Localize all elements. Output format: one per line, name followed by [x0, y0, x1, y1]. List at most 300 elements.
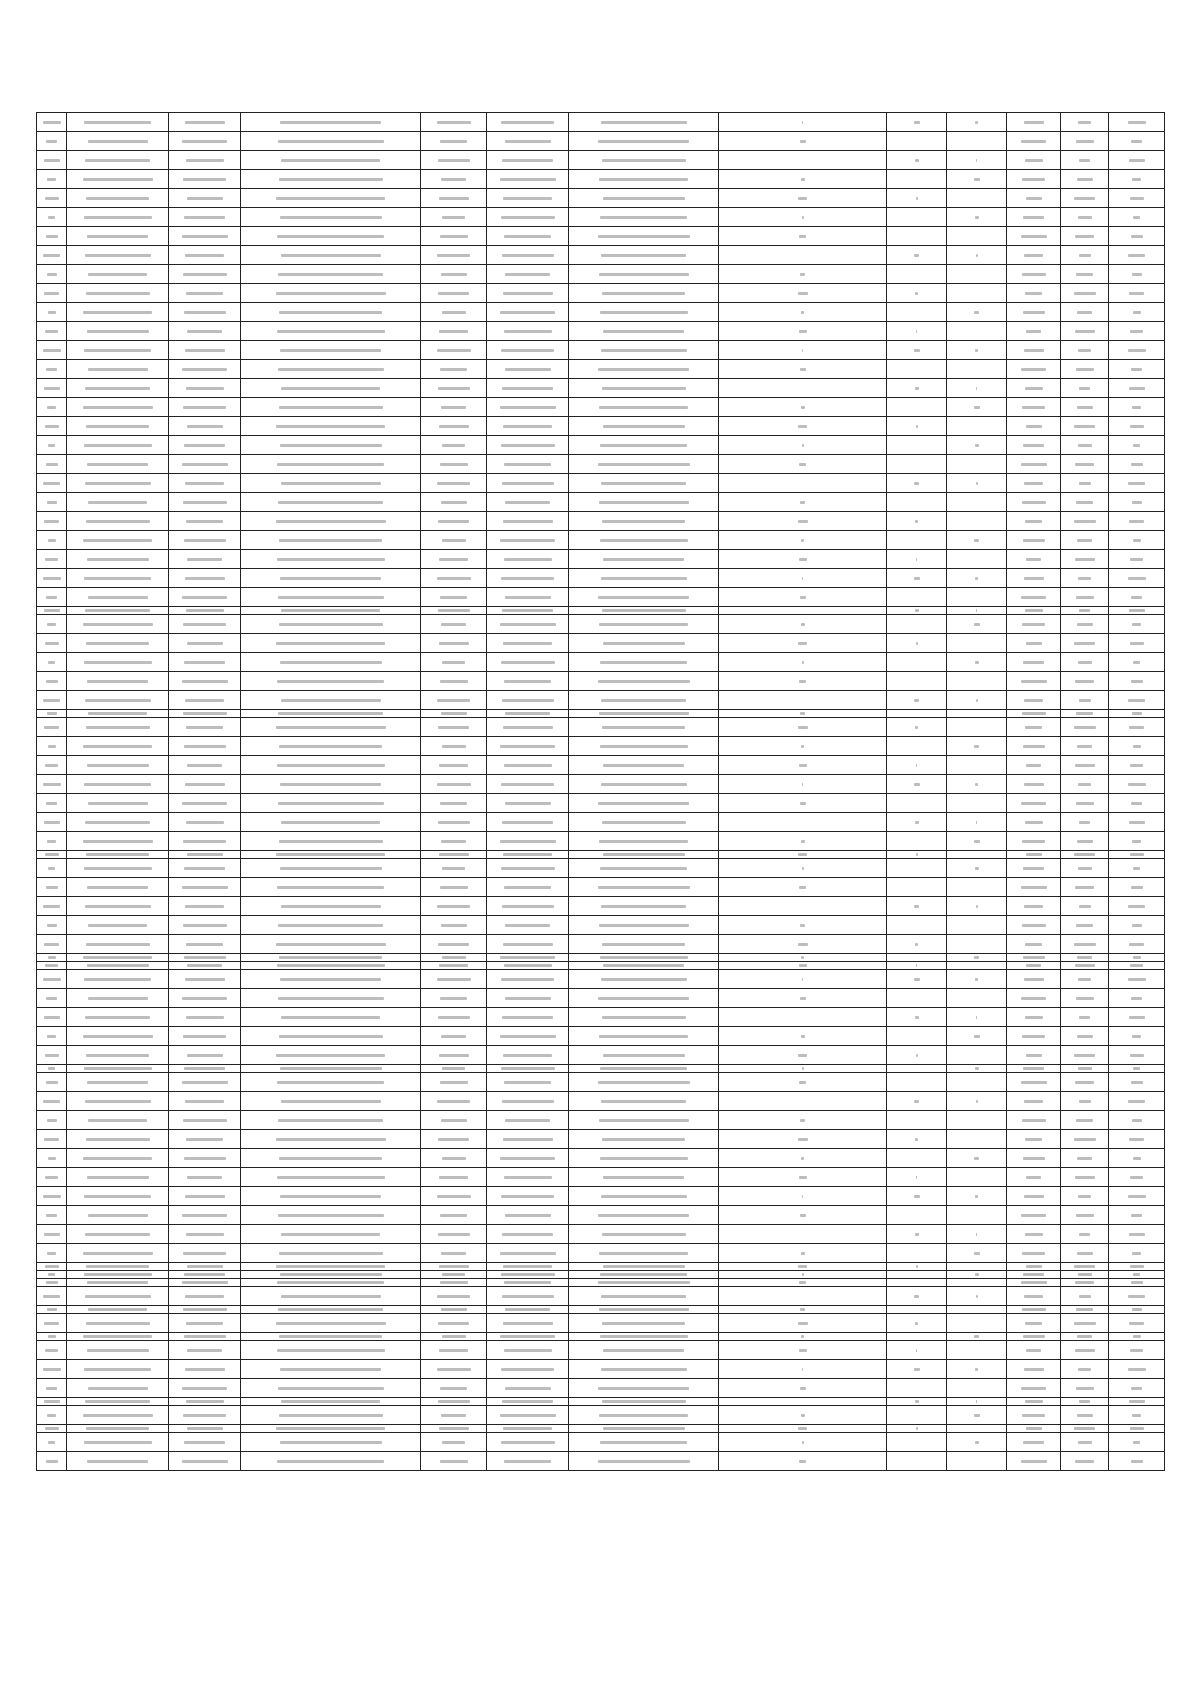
table-cell	[719, 775, 887, 794]
table-cell	[569, 303, 719, 322]
table-cell	[569, 756, 719, 775]
table-cell	[421, 1287, 487, 1306]
illegible-text-placeholder	[598, 1387, 689, 1390]
illegible-text-placeholder	[799, 764, 807, 767]
illegible-text-placeholder	[1026, 853, 1042, 856]
table-cell	[241, 1149, 421, 1168]
table-cell	[1061, 208, 1109, 227]
table-cell	[241, 897, 421, 916]
illegible-text-placeholder	[503, 943, 553, 946]
illegible-text-placeholder	[441, 1119, 467, 1122]
table-cell	[241, 1333, 421, 1341]
table-cell	[887, 1244, 947, 1263]
illegible-text-placeholder	[1079, 1233, 1090, 1236]
table-cell	[1007, 284, 1061, 303]
table-row	[37, 1244, 1165, 1263]
table-cell	[169, 653, 241, 672]
illegible-text-placeholder	[1074, 1427, 1095, 1430]
table-cell	[421, 1065, 487, 1073]
illegible-text-placeholder	[182, 1214, 227, 1217]
table-cell	[569, 989, 719, 1008]
illegible-text-placeholder	[602, 1233, 686, 1236]
illegible-text-placeholder	[1076, 1387, 1094, 1390]
table-cell	[241, 398, 421, 417]
table-cell	[67, 1263, 169, 1271]
table-cell	[169, 588, 241, 607]
table-cell	[1061, 851, 1109, 859]
illegible-text-placeholder	[598, 886, 690, 889]
illegible-text-placeholder	[915, 520, 918, 523]
table-cell	[1007, 1008, 1061, 1027]
illegible-text-placeholder	[603, 425, 685, 428]
illegible-text-placeholder	[1079, 905, 1091, 908]
illegible-text-placeholder	[85, 1100, 151, 1103]
illegible-text-placeholder	[602, 1138, 685, 1141]
illegible-text-placeholder	[602, 159, 686, 162]
table-cell	[1061, 1008, 1109, 1027]
illegible-text-placeholder	[800, 1308, 805, 1311]
illegible-text-placeholder	[500, 539, 555, 542]
illegible-text-placeholder	[500, 623, 556, 626]
illegible-text-placeholder	[916, 764, 917, 767]
illegible-text-placeholder	[798, 292, 808, 295]
table-cell	[241, 417, 421, 436]
illegible-text-placeholder	[600, 444, 687, 447]
illegible-text-placeholder	[45, 330, 58, 333]
illegible-text-placeholder	[601, 121, 687, 124]
illegible-text-placeholder	[1021, 1214, 1046, 1217]
table-cell	[37, 113, 67, 132]
illegible-text-placeholder	[915, 609, 919, 612]
illegible-text-placeholder	[442, 216, 465, 219]
table-cell	[1061, 672, 1109, 691]
table-cell	[487, 1425, 569, 1433]
illegible-text-placeholder	[598, 680, 690, 683]
table-cell	[67, 1360, 169, 1379]
table-cell	[947, 1168, 1007, 1187]
illegible-text-placeholder	[500, 311, 555, 314]
table-cell	[169, 718, 241, 737]
illegible-text-placeholder	[83, 956, 152, 959]
table-cell	[37, 303, 67, 322]
illegible-text-placeholder	[599, 178, 688, 181]
illegible-text-placeholder	[437, 1295, 470, 1298]
illegible-text-placeholder	[800, 1119, 805, 1122]
illegible-text-placeholder	[1022, 623, 1045, 626]
table-cell	[719, 569, 887, 588]
illegible-text-placeholder	[186, 943, 223, 946]
illegible-text-placeholder	[1131, 596, 1142, 599]
table-cell	[487, 1314, 569, 1333]
table-cell	[421, 569, 487, 588]
table-cell	[1061, 1111, 1109, 1130]
table-cell	[421, 436, 487, 455]
table-row	[37, 1065, 1165, 1073]
table-cell	[1109, 1027, 1165, 1046]
table-row	[37, 436, 1165, 455]
illegible-text-placeholder	[502, 609, 553, 612]
illegible-text-placeholder	[1021, 1387, 1046, 1390]
table-cell	[1007, 935, 1061, 954]
table-cell	[241, 1187, 421, 1206]
table-cell	[1109, 935, 1165, 954]
table-cell	[719, 303, 887, 322]
table-cell	[887, 989, 947, 1008]
illegible-text-placeholder	[1022, 406, 1045, 409]
table-cell	[1007, 1244, 1061, 1263]
illegible-text-placeholder	[88, 1308, 147, 1311]
illegible-text-placeholder	[1026, 1176, 1041, 1179]
illegible-text-placeholder	[441, 178, 466, 181]
table-cell	[887, 1027, 947, 1046]
table-cell	[719, 897, 887, 916]
illegible-text-placeholder	[801, 1335, 804, 1338]
table-cell	[169, 1263, 241, 1271]
table-cell	[1109, 1341, 1165, 1360]
table-cell	[421, 531, 487, 550]
table-cell	[169, 916, 241, 935]
illegible-text-placeholder	[88, 802, 148, 805]
illegible-text-placeholder	[1023, 1441, 1044, 1444]
illegible-text-placeholder	[500, 745, 555, 748]
illegible-text-placeholder	[802, 349, 803, 352]
table-cell	[1061, 1225, 1109, 1244]
illegible-text-placeholder	[503, 425, 552, 428]
illegible-text-placeholder	[438, 520, 469, 523]
illegible-text-placeholder	[442, 956, 466, 959]
illegible-text-placeholder	[798, 1427, 807, 1430]
illegible-text-placeholder	[1022, 1414, 1045, 1417]
illegible-text-placeholder	[48, 745, 56, 748]
illegible-text-placeholder	[1021, 596, 1046, 599]
table-cell	[1061, 916, 1109, 935]
table-cell	[37, 1073, 67, 1092]
illegible-text-placeholder	[1076, 501, 1093, 504]
illegible-text-placeholder	[799, 1349, 807, 1352]
illegible-text-placeholder	[1077, 311, 1092, 314]
table-cell	[1061, 379, 1109, 398]
illegible-text-placeholder	[1023, 1335, 1045, 1338]
illegible-text-placeholder	[501, 1441, 555, 1444]
table-cell	[719, 531, 887, 550]
table-cell	[241, 360, 421, 379]
illegible-text-placeholder	[1026, 1349, 1041, 1352]
illegible-text-placeholder	[43, 1295, 60, 1298]
illegible-text-placeholder	[45, 197, 59, 200]
table-cell	[1007, 493, 1061, 512]
illegible-text-placeholder	[976, 699, 978, 702]
table-cell	[719, 718, 887, 737]
table-cell	[241, 1406, 421, 1425]
illegible-text-placeholder	[1131, 463, 1143, 466]
table-cell	[947, 417, 1007, 436]
table-cell	[947, 550, 1007, 569]
table-cell	[1007, 737, 1061, 756]
table-cell	[169, 360, 241, 379]
table-cell	[67, 341, 169, 360]
illegible-text-placeholder	[84, 1067, 152, 1070]
table-cell	[1109, 1187, 1165, 1206]
table-cell	[169, 737, 241, 756]
illegible-text-placeholder	[47, 623, 56, 626]
table-cell	[1061, 512, 1109, 531]
table-cell	[719, 436, 887, 455]
illegible-text-placeholder	[187, 558, 222, 561]
illegible-text-placeholder	[43, 1368, 61, 1371]
illegible-text-placeholder	[1131, 1387, 1142, 1390]
illegible-text-placeholder	[504, 558, 552, 561]
illegible-text-placeholder	[86, 425, 149, 428]
illegible-text-placeholder	[505, 1119, 550, 1122]
table-cell	[37, 1360, 67, 1379]
table-cell	[1061, 1452, 1109, 1471]
illegible-text-placeholder	[1025, 292, 1042, 295]
table-row	[37, 1187, 1165, 1206]
table-cell	[241, 737, 421, 756]
illegible-text-placeholder	[602, 1400, 686, 1403]
illegible-text-placeholder	[503, 197, 552, 200]
illegible-text-placeholder	[602, 609, 686, 612]
table-cell	[241, 531, 421, 550]
table-row	[37, 1333, 1165, 1341]
table-cell	[947, 916, 1007, 935]
illegible-text-placeholder	[281, 1400, 380, 1403]
illegible-text-placeholder	[502, 1016, 553, 1019]
table-cell	[719, 916, 887, 935]
table-cell	[719, 132, 887, 151]
table-cell	[421, 208, 487, 227]
table-cell	[487, 284, 569, 303]
table-cell	[169, 794, 241, 813]
illegible-text-placeholder	[602, 292, 685, 295]
illegible-text-placeholder	[914, 1195, 920, 1198]
illegible-text-placeholder	[602, 821, 686, 824]
illegible-text-placeholder	[503, 1138, 553, 1141]
illegible-text-placeholder	[183, 406, 226, 409]
table-row	[37, 859, 1165, 878]
table-cell	[1061, 398, 1109, 417]
table-cell	[67, 588, 169, 607]
table-cell	[421, 1073, 487, 1092]
table-cell	[421, 737, 487, 756]
illegible-text-placeholder	[501, 783, 554, 786]
table-cell	[719, 710, 887, 718]
table-cell	[887, 189, 947, 208]
table-cell	[421, 851, 487, 859]
illegible-text-placeholder	[1025, 726, 1042, 729]
table-cell	[169, 474, 241, 493]
table-cell	[241, 132, 421, 151]
illegible-text-placeholder	[915, 1322, 918, 1325]
illegible-text-placeholder	[801, 840, 805, 843]
table-cell	[241, 493, 421, 512]
illegible-text-placeholder	[439, 1427, 469, 1430]
illegible-text-placeholder	[83, 406, 153, 409]
illegible-text-placeholder	[277, 1460, 384, 1463]
illegible-text-placeholder	[975, 577, 978, 580]
table-cell	[1109, 878, 1165, 897]
illegible-text-placeholder	[1129, 943, 1144, 946]
illegible-text-placeholder	[46, 1081, 58, 1084]
illegible-text-placeholder	[186, 1138, 223, 1141]
table-cell	[67, 569, 169, 588]
illegible-text-placeholder	[500, 1335, 555, 1338]
illegible-text-placeholder	[976, 821, 977, 824]
table-cell	[241, 265, 421, 284]
illegible-text-placeholder	[439, 1176, 468, 1179]
illegible-text-placeholder	[1076, 1308, 1093, 1311]
table-cell	[241, 455, 421, 474]
table-cell	[169, 710, 241, 718]
illegible-text-placeholder	[1025, 1400, 1043, 1403]
table-cell	[37, 436, 67, 455]
illegible-text-placeholder	[600, 1067, 687, 1070]
table-row	[37, 265, 1165, 284]
table-cell	[487, 691, 569, 710]
illegible-text-placeholder	[799, 1281, 806, 1284]
table-cell	[487, 417, 569, 436]
illegible-text-placeholder	[1023, 661, 1044, 664]
table-cell	[421, 588, 487, 607]
table-cell	[569, 1149, 719, 1168]
table-cell	[569, 935, 719, 954]
table-cell	[37, 550, 67, 569]
table-cell	[487, 246, 569, 265]
illegible-text-placeholder	[279, 623, 383, 626]
illegible-text-placeholder	[186, 292, 223, 295]
table-cell	[169, 1073, 241, 1092]
illegible-text-placeholder	[1025, 159, 1043, 162]
table-cell	[1109, 1333, 1165, 1341]
illegible-text-placeholder	[182, 1460, 228, 1463]
illegible-text-placeholder	[799, 964, 807, 967]
illegible-text-placeholder	[1078, 661, 1092, 664]
table-cell	[169, 1452, 241, 1471]
table-cell	[1109, 303, 1165, 322]
table-row	[37, 1168, 1165, 1187]
table-cell	[37, 1333, 67, 1341]
illegible-text-placeholder	[1024, 254, 1043, 257]
table-cell	[67, 1271, 169, 1279]
table-cell	[1061, 436, 1109, 455]
table-cell	[1109, 718, 1165, 737]
table-cell	[947, 775, 1007, 794]
table-cell	[241, 1206, 421, 1225]
illegible-text-placeholder	[186, 159, 224, 162]
illegible-text-placeholder	[184, 311, 226, 314]
table-cell	[241, 1111, 421, 1130]
table-cell	[1061, 550, 1109, 569]
table-cell	[947, 989, 1007, 1008]
table-cell	[569, 832, 719, 851]
table-cell	[719, 208, 887, 227]
table-cell	[421, 1452, 487, 1471]
table-cell	[1007, 851, 1061, 859]
table-row	[37, 493, 1165, 512]
table-cell	[887, 813, 947, 832]
table-cell	[169, 1008, 241, 1027]
table-cell	[1109, 1271, 1165, 1279]
illegible-text-placeholder	[277, 558, 385, 561]
table-cell	[421, 607, 487, 615]
illegible-text-placeholder	[1074, 292, 1096, 295]
table-cell	[241, 710, 421, 718]
table-cell	[1109, 710, 1165, 718]
illegible-text-placeholder	[503, 1427, 552, 1430]
table-cell	[1007, 1398, 1061, 1406]
table-cell	[67, 1008, 169, 1027]
illegible-text-placeholder	[802, 577, 803, 580]
illegible-text-placeholder	[276, 1265, 385, 1268]
illegible-text-placeholder	[277, 1081, 384, 1084]
illegible-text-placeholder	[83, 1157, 152, 1160]
illegible-text-placeholder	[85, 387, 150, 390]
table-cell	[169, 1360, 241, 1379]
illegible-text-placeholder	[1076, 924, 1093, 927]
table-cell	[1061, 1244, 1109, 1263]
illegible-text-placeholder	[1075, 1081, 1094, 1084]
illegible-text-placeholder	[1023, 539, 1045, 542]
table-cell	[1061, 493, 1109, 512]
table-cell	[1109, 189, 1165, 208]
illegible-text-placeholder	[502, 387, 553, 390]
illegible-text-placeholder	[187, 197, 223, 200]
illegible-text-placeholder	[1131, 1460, 1143, 1463]
illegible-text-placeholder	[439, 1349, 468, 1352]
illegible-text-placeholder	[602, 387, 686, 390]
table-cell	[421, 1314, 487, 1333]
table-cell	[169, 851, 241, 859]
illegible-text-placeholder	[83, 745, 152, 748]
illegible-text-placeholder	[438, 1233, 470, 1236]
table-cell	[169, 1092, 241, 1111]
table-cell	[1061, 417, 1109, 436]
table-cell	[1061, 832, 1109, 851]
illegible-text-placeholder	[800, 997, 806, 1000]
table-cell	[1007, 113, 1061, 132]
illegible-text-placeholder	[1079, 159, 1090, 162]
table-cell	[37, 227, 67, 246]
table-cell	[947, 1379, 1007, 1398]
table-cell	[1109, 550, 1165, 569]
illegible-text-placeholder	[44, 1016, 60, 1019]
illegible-text-placeholder	[601, 254, 686, 257]
illegible-text-placeholder	[437, 121, 471, 124]
table-cell	[37, 379, 67, 398]
illegible-text-placeholder	[974, 1035, 980, 1038]
illegible-text-placeholder	[279, 178, 383, 181]
table-cell	[241, 832, 421, 851]
illegible-text-placeholder	[1128, 905, 1145, 908]
table-cell	[887, 1187, 947, 1206]
table-cell	[169, 607, 241, 615]
illegible-text-placeholder	[1130, 642, 1144, 645]
table-cell	[569, 246, 719, 265]
table-cell	[947, 1149, 1007, 1168]
table-cell	[947, 1271, 1007, 1279]
illegible-text-placeholder	[88, 596, 148, 599]
illegible-text-placeholder	[598, 997, 689, 1000]
illegible-text-placeholder	[45, 558, 58, 561]
table-cell	[1109, 1406, 1165, 1425]
illegible-text-placeholder	[182, 1081, 228, 1084]
illegible-text-placeholder	[45, 1265, 59, 1268]
table-cell	[67, 1287, 169, 1306]
illegible-text-placeholder	[88, 1119, 147, 1122]
illegible-text-placeholder	[87, 1081, 148, 1084]
table-row	[37, 653, 1165, 672]
table-cell	[887, 851, 947, 859]
